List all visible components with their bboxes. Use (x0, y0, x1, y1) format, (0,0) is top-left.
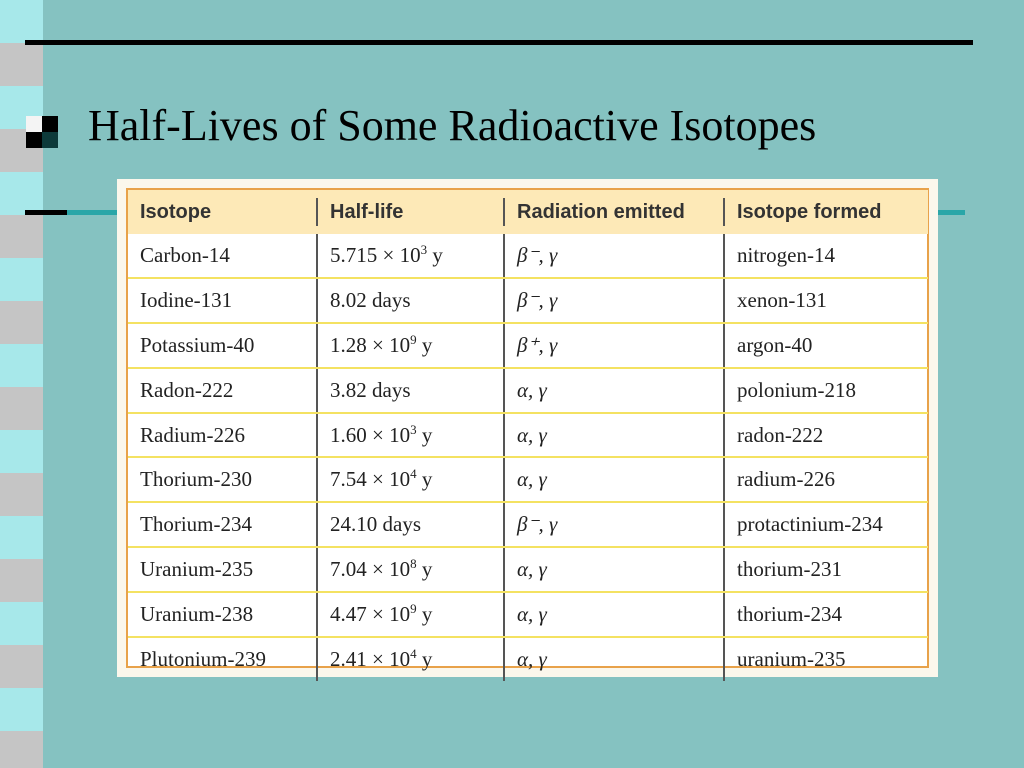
table-row (128, 592, 928, 637)
column-header-formed: Isotope formed (725, 190, 928, 234)
top-rule (25, 40, 973, 45)
cell-radiation: α, γ (505, 457, 725, 502)
table-row (128, 234, 928, 278)
cell-half-life: $4.47 \times 10^9$ y (318, 592, 505, 637)
cell-half-life: 3.82 days (318, 368, 505, 413)
cell-isotope-formed: protactinium-234 (725, 502, 928, 547)
half-life-exponent: 3 (410, 421, 417, 437)
cell-radiation: α, γ (505, 547, 725, 592)
cell-half-life: $1.60 \times 10^3$ y (318, 413, 505, 458)
cell-half-life: 24.10 days (318, 502, 505, 547)
cell-radiation: α, γ (505, 368, 725, 413)
cell-half-life: $5.715 \times 10^3$ y (318, 234, 505, 278)
isotope-table-card (117, 179, 938, 677)
cell-isotope-formed: xenon-131 (725, 278, 928, 323)
column-header-radiation: Radiation emitted (505, 190, 725, 234)
cell-half-life: $7.54 \times 10^4$ y (318, 457, 505, 502)
half-life-exponent: 8 (410, 556, 417, 572)
half-life-exponent: 9 (410, 601, 417, 617)
cell-isotope: Radon-222 (128, 368, 318, 413)
cell-radiation: β⁺, γ (505, 323, 725, 368)
cell-isotope-formed: argon-40 (725, 323, 928, 368)
cell-half-life: $2.41 \times 10^4$ y (318, 637, 505, 681)
table-row (128, 502, 928, 547)
cell-isotope-formed: radon-222 (725, 413, 928, 458)
cell-half-life: $7.04 \times 10^8$ y (318, 547, 505, 592)
table-row (128, 278, 928, 323)
cell-isotope: Plutonium-239 (128, 637, 318, 681)
cell-isotope: Carbon-14 (128, 234, 318, 278)
cell-radiation: α, γ (505, 637, 725, 681)
cell-isotope-formed: thorium-234 (725, 592, 928, 637)
cell-radiation: β⁻, γ (505, 502, 725, 547)
cell-radiation: α, γ (505, 592, 725, 637)
half-life-exponent: 4 (410, 466, 417, 482)
cell-isotope: Uranium-238 (128, 592, 318, 637)
half-life-exponent: 4 (410, 645, 417, 661)
cell-isotope: Iodine-131 (128, 278, 318, 323)
isotope-table-frame (126, 188, 929, 671)
column-header-half-life: Half-life (318, 190, 505, 234)
cell-isotope-formed: uranium-235 (737, 646, 846, 671)
cell-radiation: α, γ (505, 413, 725, 458)
square-bullet-icon (26, 116, 58, 148)
half-life-exponent: 3 (420, 241, 428, 257)
cell-isotope-formed: polonium-218 (725, 368, 928, 413)
table-header-row (128, 190, 928, 234)
table-row (128, 547, 928, 592)
cell-isotope-formed: nitrogen-14 (725, 234, 928, 278)
table-row (128, 323, 928, 368)
cell-isotope-formed: thorium-231 (725, 547, 928, 592)
cell-isotope: Uranium-235 (128, 547, 318, 592)
table-row (128, 413, 928, 458)
cell-isotope: Potassium-40 (128, 323, 318, 368)
table-row (128, 637, 928, 681)
table-row (128, 457, 928, 502)
isotope-table (128, 190, 928, 681)
cell-radiation: β⁻, γ (505, 278, 725, 323)
table-row (128, 368, 928, 413)
cell-isotope: Thorium-230 (128, 457, 318, 502)
cell-radiation: β⁻, γ (505, 234, 725, 278)
slide-title: Half-Lives of Some Radioactive Isotopes (88, 101, 817, 150)
cell-isotope: Radium-226 (128, 413, 318, 458)
divider-rule-right (938, 210, 965, 215)
cell-isotope: Thorium-234 (128, 502, 318, 547)
column-header-isotope: Isotope (128, 190, 318, 234)
cell-half-life: $1.28 \times 10^9$ y (318, 323, 505, 368)
cell-isotope-formed: radium-226 (725, 457, 928, 502)
cell-half-life: 8.02 days (318, 278, 505, 323)
divider-rule-left (25, 210, 120, 215)
half-life-exponent: 9 (410, 331, 417, 347)
